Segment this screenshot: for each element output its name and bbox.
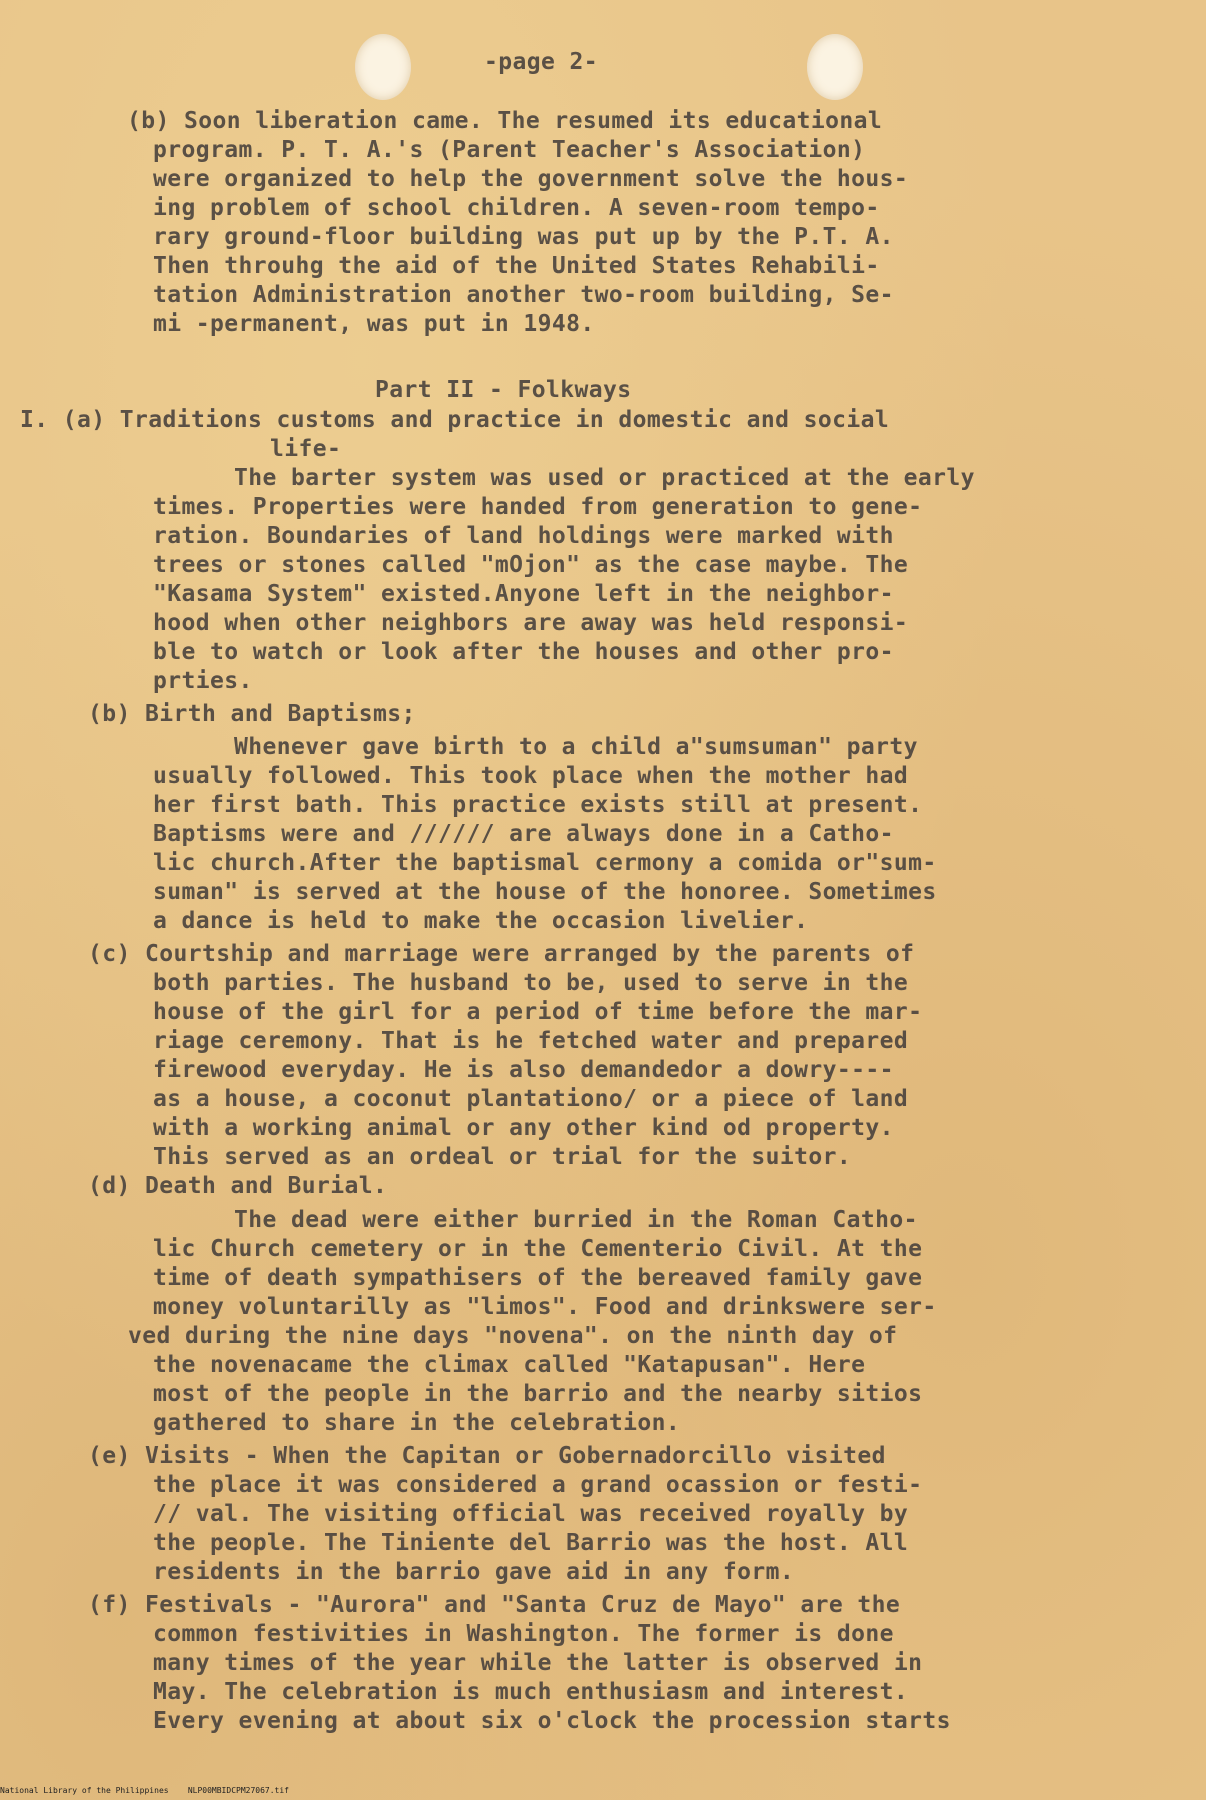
text-line: Baptisms were and ////// are always done in a Catho-	[153, 821, 894, 847]
text-line: money voluntarilly as "limos". Food and drinkswere ser-	[153, 1294, 937, 1320]
text-line: rary ground-floor building was put up by the P.T. A.	[153, 224, 894, 250]
text-line: common festivities in Washington. The former is done	[153, 1621, 894, 1647]
text-line: residents in the barrio gave aid in any form.	[153, 1559, 795, 1585]
subheading: (b) Birth and Baptisms;	[88, 701, 416, 727]
text-line: This served as an ordeal or trial for the suitor.	[153, 1144, 852, 1170]
text-line: I. (a) Traditions customs and practice in domestic and social	[20, 407, 890, 433]
text-line: // val. The visiting official was received royally by	[153, 1501, 909, 1527]
text-line: firewood everyday. He is also demandedor a dowry----	[153, 1057, 894, 1083]
text-line: hood when other neighbors are away was held responsi-	[153, 610, 909, 636]
text-line: were organized to help the government solve the hous-	[153, 166, 909, 192]
text-line: Every evening at about six o'clock the procession starts	[153, 1708, 951, 1734]
text-line: gathered to share in the celebration.	[153, 1410, 681, 1436]
text-line: The barter system was used or practiced at the early	[234, 465, 975, 491]
text-line: a dance is held to make the occasion livelier.	[153, 908, 809, 934]
text-line: (f) Festivals - "Aurora" and "Santa Cruz de Mayo" are the	[88, 1592, 901, 1618]
text-line: (b) Soon liberation came. The resumed its educational	[127, 108, 883, 134]
text-line: the people. The Tiniente del Barrio was the host. All	[153, 1530, 909, 1556]
text-line: mi -permanent, was put in 1948.	[153, 311, 595, 337]
text-line: program. P. T. A.'s (Parent Teacher's Association)	[153, 137, 866, 163]
text-line: "Kasama System" existed.Anyone left in the neighbor-	[153, 581, 894, 607]
subheading: (d) Death and Burial.	[88, 1173, 388, 1199]
text-line: with a working animal or any other kind od property.	[153, 1115, 894, 1141]
text-line: times. Properties were handed from generation to gene-	[153, 494, 923, 520]
text-line: (e) Visits - When the Capitan or Gobernadorcillo visited	[88, 1443, 886, 1469]
text-line: most of the people in the barrio and the nearby sitios	[153, 1381, 923, 1407]
text-line: her first bath. This practice exists still at present.	[153, 792, 923, 818]
section-heading: Part II - Folkways	[375, 377, 632, 403]
text-line: ing problem of school children. A seven-room tempo-	[153, 195, 880, 221]
text-line: the novenacame the climax called "Katapusan". Here	[153, 1352, 866, 1378]
text-line: suman" is served at the house of the honoree. Sometimes	[153, 879, 937, 905]
text-line: life-	[270, 436, 342, 462]
text-line: (c) Courtship and marriage were arranged by the parents of	[88, 941, 915, 967]
text-line: May. The celebration is much enthusiasm and interest.	[153, 1679, 909, 1705]
page-header: -page 2-	[484, 49, 598, 75]
text-line: time of death sympathisers of the bereaved family gave	[153, 1265, 923, 1291]
text-line: lic Church cemetery or in the Cementerio Civil. At the	[153, 1236, 923, 1262]
text-line: prties.	[153, 668, 253, 694]
text-line: Then throuhg the aid of the United States Rehabili-	[153, 253, 880, 279]
archive-footer: National Library of the Philippines NLP00MBIDCPM27067.tif	[0, 1786, 289, 1795]
text-line: house of the girl for a period of time before the mar-	[153, 999, 923, 1025]
text-line: the place it was considered a grand ocassion or festi-	[153, 1472, 923, 1498]
text-line: trees or stones called "mOjon" as the case maybe. The	[153, 552, 909, 578]
text-line: The dead were either burried in the Roman Catho-	[234, 1207, 918, 1233]
text-line: ration. Boundaries of land holdings were marked with	[153, 523, 894, 549]
text-line: tation Administration another two-room building, Se-	[153, 282, 894, 308]
text-line: as a house, a coconut plantationo/ or a piece of land	[153, 1086, 909, 1112]
text-line: lic church.After the baptismal cermony a comida or"sum-	[153, 850, 937, 876]
text-line: usually followed. This took place when the mother had	[153, 763, 909, 789]
text-line: many times of the year while the latter is observed in	[153, 1650, 923, 1676]
text-line: ble to watch or look after the houses and other pro-	[153, 639, 894, 665]
text-line: ved during the nine days "novena". on the ninth day of	[128, 1323, 898, 1349]
text-line: both parties. The husband to be, used to serve in the	[153, 970, 909, 996]
text-line: riage ceremony. That is he fetched water and prepared	[153, 1028, 909, 1054]
text-line: Whenever gave birth to a child a"sumsuman" party	[234, 734, 918, 760]
